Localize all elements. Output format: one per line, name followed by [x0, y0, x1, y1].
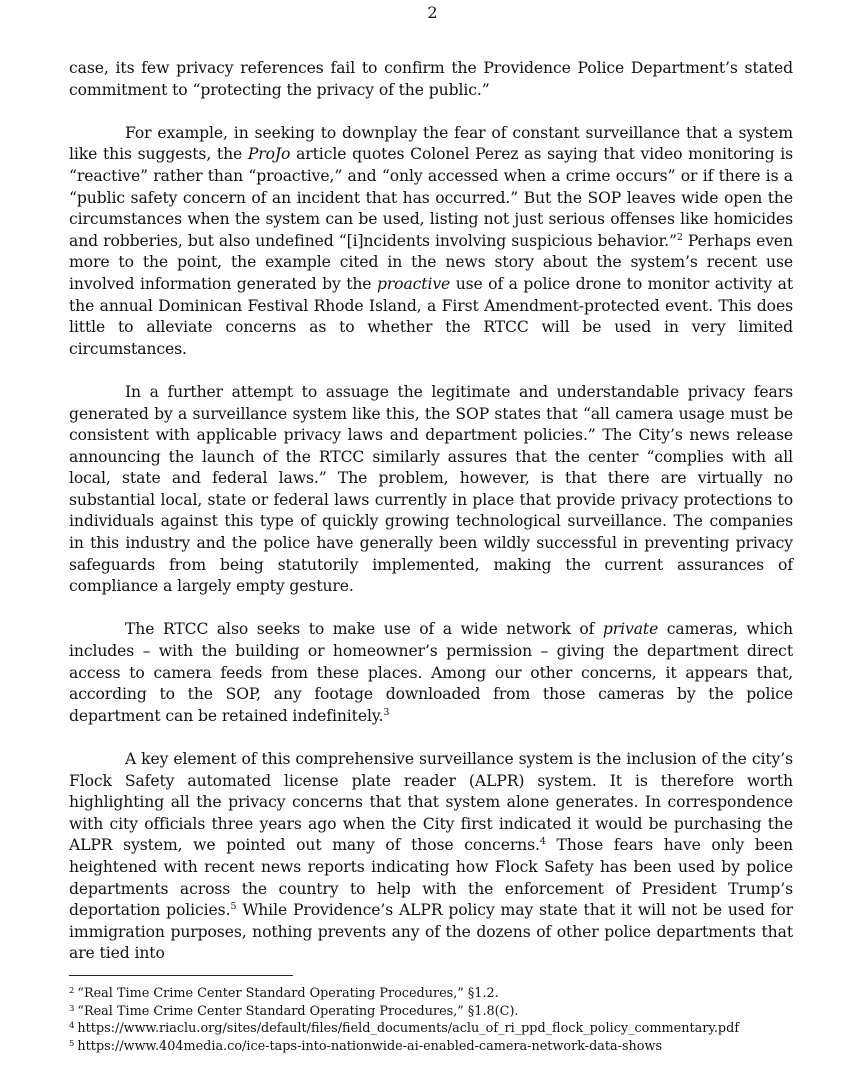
paragraph-5-text: A key element of this comprehensive surveillance system is the inclusion of the city’s Flock Safety automated license plate reader (ALPR) system. It is therefore worth highlighting all the privacy concerns that that system alone generates. In correspondence with city officials three years ago when the City first indicated it would be purchasing the ALPR system, we pointed out many of those concerns. [69, 750, 793, 855]
footnote-4 [69, 1020, 829, 1038]
paragraph-2-text: For example, in seeking to downplay the fear of constant surveillance that a system like this suggests, the [69, 123, 793, 164]
paragraph-5-text: Those fears have only been heightened with recent news reports indicating how Flock Safety has been used by police departments across the country to help with the enforcement of President Trump’s deportation policies. [69, 836, 793, 920]
footnote-3 [69, 1003, 829, 1021]
paragraph-3-text: In a further attempt to assuage the legitimate and understandable privacy fears generated by a surveillance system like this, the SOP states that “all camera usage must be consistent with applicable privacy laws and department policies.” The City’s news release announcing the launch of the RTCC similarly assures that the center “complies with all local, state and federal laws.” The problem, however, is that there are virtually no substantial local, state or federal laws currently in place that provide privacy protections to individuals against this type of quickly growing technological surveillance. The companies in this industry and the police have generally been wildly successful in preventing privacy safeguards from being statutorily implemented, making the current assurances of compliance a largely empty gesture. [69, 382, 793, 596]
footnote-number: 3 [69, 1003, 75, 1014]
paragraph-4-text: cameras, which includes – with the building or homeowner’s permission – giving the department direct access to camera feeds from these places. Among our other concerns, it appears that, according to the SOP, any footage downloaded from those cameras by the police department can be retained indefinitely. [69, 620, 793, 725]
footnote-5 [69, 1038, 829, 1056]
footnote-ref-4[interactable]: 4 [539, 836, 546, 848]
paragraph-2-text: article quotes Colonel Perez as saying that video monitoring is “reactive” rather than “proactive,” and “only accessed when a crime occurs” or if there is a “public safety concern of an incident that has occurred.” But the SOP leaves wide open the circumstances when the system can be used, listing not just serious offenses like homicides and robberies, but also undefined “[i]ncidents involving suspicious behavior.” [69, 145, 793, 250]
footnote-number: 5 [69, 1038, 75, 1049]
footnote-link[interactable]: https://www.404media.co/ice-taps-into-nationwide-ai-enabled-camera-network-data-shows [77, 1038, 663, 1054]
paragraph-3 [69, 382, 793, 598]
footnote-link[interactable]: https://www.riaclu.org/sites/default/files/field_documents/aclu_of_ri_ppd_flock_policy_commentary.pdf [77, 1021, 740, 1037]
footnote-text: “Real Time Crime Center Standard Operating Procedures,” §1.8(C). [77, 1003, 519, 1019]
private-italic: private [602, 620, 659, 639]
footnote-2 [69, 985, 829, 1003]
paragraph-2-text: use of a police drone to monitor activity at the annual Dominican Festival Rhode Island, a First Amendment-protected event. This does little to alleviate concerns as to whether the RTCC will be used in very limited circumstances. [69, 274, 793, 358]
footnote-ref-3[interactable]: 3 [383, 706, 390, 718]
paragraph-2-text: Perhaps even more to the point, the example cited in the news story about the system’s recent use involved information generated by the [69, 231, 793, 293]
footnotes [69, 985, 829, 1055]
footnote-divider [69, 975, 293, 976]
paragraph-1 [69, 58, 793, 101]
document-body [69, 58, 793, 965]
paragraph-5 [69, 749, 793, 965]
footnote-number: 2 [69, 986, 75, 996]
proactive-italic: proactive [376, 274, 451, 293]
paragraph-4-text: The RTCC also seeks to make use of a wide network of [125, 620, 603, 639]
projo-italic: ProJo [247, 145, 291, 164]
footnote-number: 4 [69, 1021, 75, 1032]
paragraph-1-text: case, its few privacy references fail to confirm the Providence Police Department’s stated commitment to “protecting the privacy of the public.” [69, 59, 793, 99]
paragraph-2 [69, 123, 793, 361]
footnote-text: “Real Time Crime Center Standard Operating Procedures,” §1.2. [77, 986, 499, 1001]
paragraph-5-text: While Providence’s ALPR policy may state that it will not be used for immigration purposes, nothing prevents any of the dozens of other police departments that are tied into [69, 901, 793, 963]
page-number: 2 [427, 3, 438, 22]
footnote-ref-2[interactable]: 2 [676, 231, 683, 243]
paragraph-4 [69, 619, 793, 727]
footnote-ref-5[interactable]: 5 [230, 901, 237, 913]
